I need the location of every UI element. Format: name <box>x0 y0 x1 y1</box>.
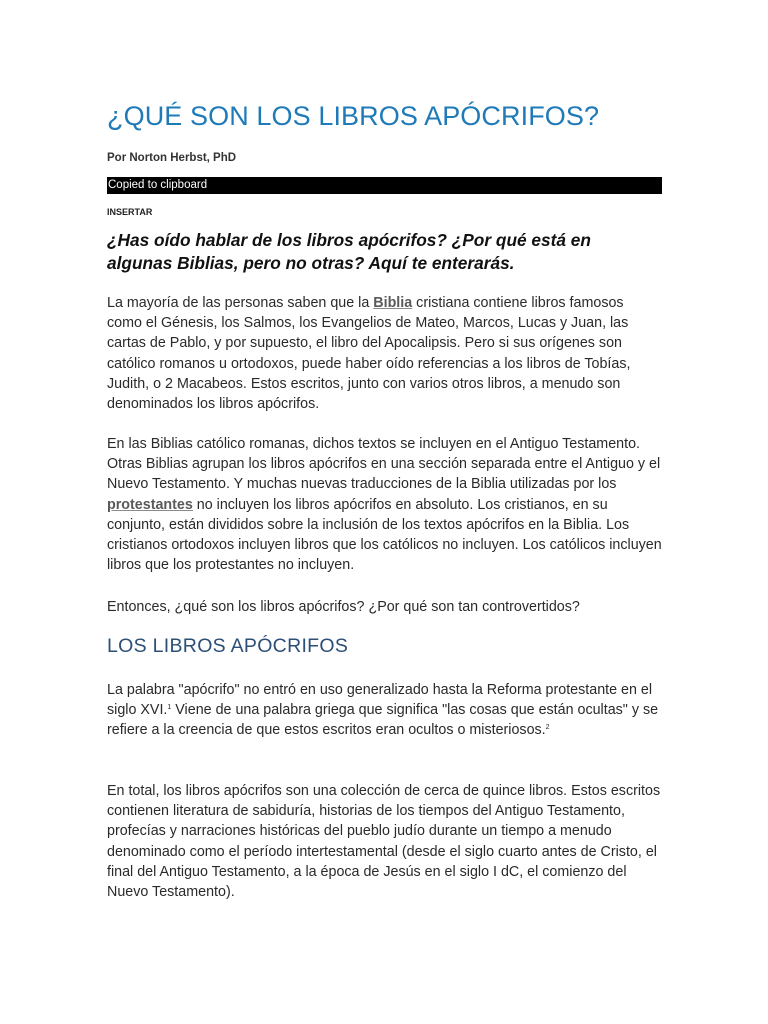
section-heading: LOS LIBROS APÓCRIFOS <box>107 635 349 657</box>
paragraph-question: Entonces, ¿qué son los libros apócrifos? ¿Por qué son tan controvertidos? <box>107 599 580 615</box>
footnote-ref-1[interactable]: 1 <box>167 704 172 712</box>
paragraph-intro <box>107 293 662 414</box>
paragraph-text: La mayoría de las personas saben que la <box>107 295 374 311</box>
biblia-link[interactable]: Biblia <box>373 295 413 311</box>
lead-paragraph: ¿Has oído hablar de los libros apócrifos? ¿Por qué está en algunas Biblias, pero no otras? Aquí te enterarás. <box>107 230 591 273</box>
paragraph-text: no incluyen los libros apócrifos en absoluto. Los cristianos, en su conjunto, están divididos sobre la inclusión de los textos apócrifos en la Biblia. Los cristianos ortodoxos incluyen libros que los católicos no incluyen. Los católicos incluyen libros que los protestantes no incluyen. <box>107 496 662 574</box>
protestantes-link[interactable]: protestantes <box>107 496 193 513</box>
paragraph-bibles <box>107 434 662 575</box>
paragraph-collection: En total, los libros apócrifos son una colección de cerca de quince libros. Estos escritos contienen literatura de sabiduría, historias de los tiempos del Antiguo Testamento, profecías y narraciones históricas del pueblo judío durante un tiempo a menudo denominado como el período intertestamental (desde el siglo cuarto antes de Cristo, el final del Antiguo Testamento, a la época de Jesús en el siglo I dC, el comienzo del Nuevo Testamento). <box>107 783 661 901</box>
paragraph-text: En las Biblias católico romanas, dichos textos se incluyen en el Antiguo Testamento. Otras Biblias agrupan los libros apócrifos en una sección separada entre el Antiguo y el Nuevo Testamento. Y muchas nuevas traducciones de la Biblia utilizadas por los <box>107 436 661 493</box>
clipboard-notice-bar <box>107 177 662 194</box>
paragraph-text: Viene de una palabra griega que significa "las cosas que están ocultas" y se refiere a la creencia de que estos escritos eran ocultos o misteriosos. <box>107 702 659 739</box>
paragraph-text: cristiana contiene libros famosos como el Génesis, los Salmos, los Evangelios de Mateo, Marcos, Lucas y Juan, las cartas de Pablo, y por supuesto, el libro del Apocalipsis. Pero si sus orígenes son católico romanos u ortodoxos, puede haber oído referencias a los libros de Tobías, Judith, o 2 Macabeos. Estos escritos, junto con varios otros libros, a menudo son denominados los libros apócrifos. <box>107 295 631 413</box>
author-byline: Por Norton Herbst, PhD <box>107 152 237 164</box>
page-title: ¿QUÉ SON LOS LIBROS APÓCRIFOS? <box>107 101 600 131</box>
paragraph-etymology <box>107 680 662 741</box>
paragraph-text: La palabra "apócrifo" no entró en uso generalizado hasta la Reforma protestante en el siglo XVI. <box>107 682 653 719</box>
clipboard-notice-text: Copied to clipboard <box>108 179 208 191</box>
embed-label[interactable]: INSERTAR <box>107 207 153 217</box>
footnote-ref-2[interactable]: 2 <box>545 724 550 732</box>
